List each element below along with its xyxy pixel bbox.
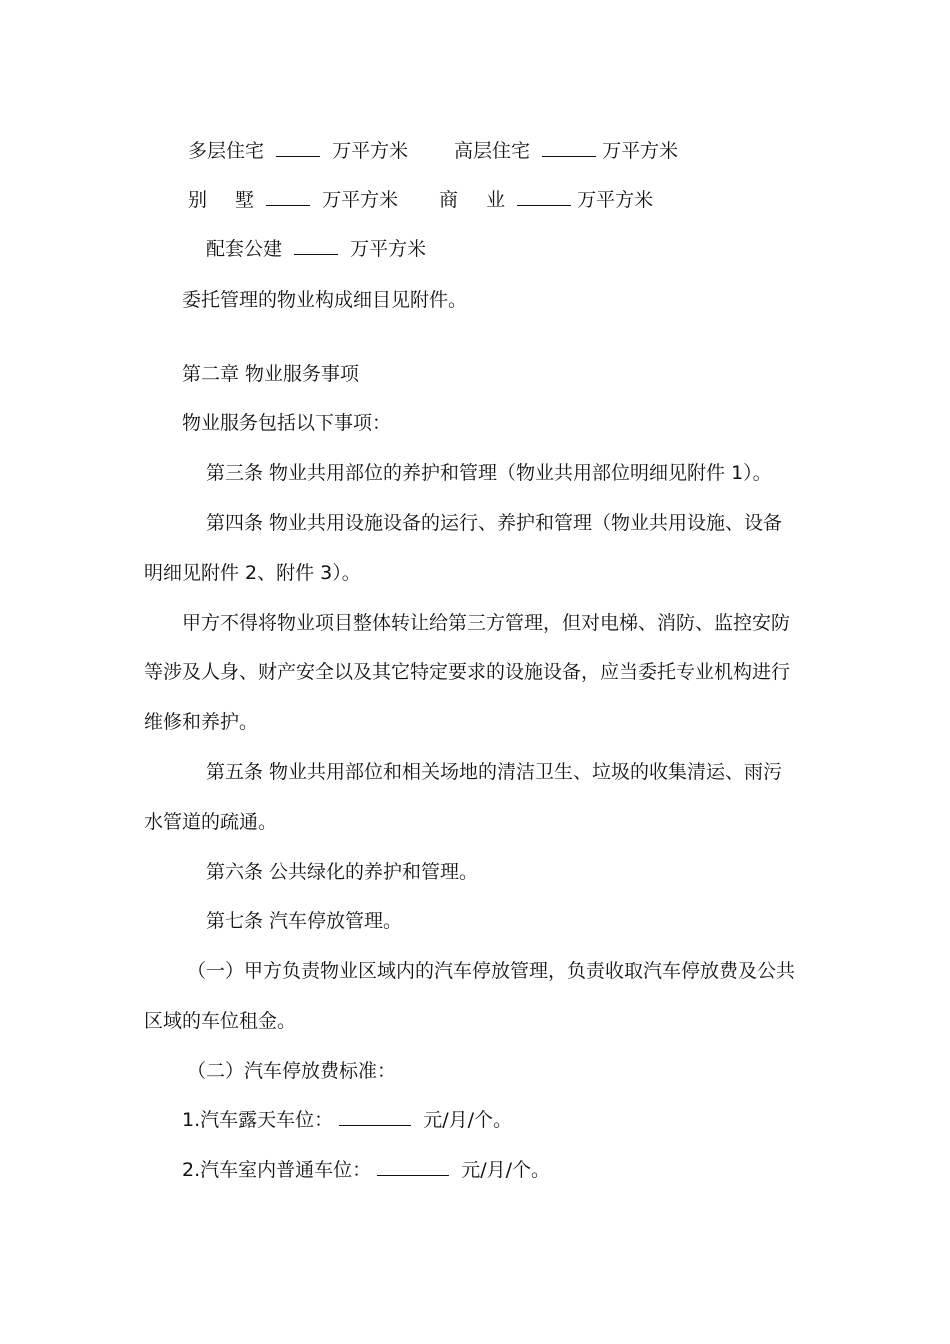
area-row-facilities <box>206 236 426 262</box>
item-2: （二）汽车停放费标准： <box>187 1060 397 1082</box>
facility-unit: 万平方米 <box>350 238 427 260</box>
article-4-line-2: 明细见附件 2、附件 3）。 <box>144 562 361 584</box>
high-rise-blank <box>542 139 596 157</box>
fee-indoor-blank <box>377 1158 449 1176</box>
fee-row-outdoor <box>182 1107 512 1133</box>
villa-blank <box>266 188 310 206</box>
fee-row-indoor <box>182 1157 550 1183</box>
area-row-highrise <box>454 138 678 164</box>
article-3: 第三条 物业共用部位的养护和管理（物业共用部位明细见附件 1）。 <box>206 462 772 484</box>
multi-storey-blank <box>276 139 320 157</box>
paragraph-a-line-2: 等涉及人身、财产安全以及其它特定要求的设施设备，应当委托专业机构进行 <box>144 661 791 683</box>
chapter-2-title: 第二章 物业服务事项 <box>182 363 360 385</box>
multi-storey-unit: 万平方米 <box>332 140 409 162</box>
composition-note: 委托管理的物业构成细目见附件。 <box>182 289 468 311</box>
fee-outdoor-unit: 元/月/个。 <box>423 1109 513 1131</box>
article-5-line-1: 第五条 物业共用部位和相关场地的清洁卫生、垃圾的收集清运、雨污 <box>206 761 783 783</box>
paragraph-a-line-1: 甲方不得将物业项目整体转让给第三方管理，但对电梯、消防、监控安防 <box>182 612 791 634</box>
area-row-villa <box>188 187 398 213</box>
area-row-residential <box>188 138 408 164</box>
fee-outdoor-label: 1.汽车露天车位： <box>182 1109 334 1131</box>
high-rise-unit: 万平方米 <box>602 140 679 162</box>
high-rise-label: 高层住宅 <box>454 140 531 162</box>
multi-storey-label: 多层住宅 <box>188 140 265 162</box>
article-5-line-2: 水管道的疏通。 <box>144 811 278 833</box>
fee-indoor-unit: 元/月/个。 <box>461 1159 551 1181</box>
fee-indoor-label: 2.汽车室内普通车位： <box>182 1159 372 1181</box>
item-1-line-1: （一）甲方负责物业区域内的汽车停放管理，负责收取汽车停放费及公共 <box>187 960 796 982</box>
area-row-commercial <box>439 187 653 213</box>
commercial-label-b: 业 <box>486 189 506 211</box>
paragraph-a-line-3: 维修和养护。 <box>144 711 259 733</box>
article-6: 第六条 公共绿化的养护和管理。 <box>206 861 479 883</box>
commercial-label-a: 商 <box>439 189 459 211</box>
item-1-line-2: 区域的车位租金。 <box>144 1010 297 1032</box>
villa-unit: 万平方米 <box>322 189 399 211</box>
commercial-blank <box>517 188 571 206</box>
article-4-line-1: 第四条 物业共用设施设备的运行、养护和管理（物业共用设施、设备 <box>206 512 783 534</box>
villa-label-a: 别 <box>188 189 208 211</box>
fee-outdoor-blank <box>339 1108 411 1126</box>
commercial-unit: 万平方米 <box>577 189 654 211</box>
facility-label: 配套公建 <box>206 238 283 260</box>
villa-label-b: 墅 <box>235 189 255 211</box>
facility-blank <box>294 237 338 255</box>
article-7: 第七条 汽车停放管理。 <box>206 910 403 932</box>
services-intro: 物业服务包括以下事项： <box>182 412 392 434</box>
